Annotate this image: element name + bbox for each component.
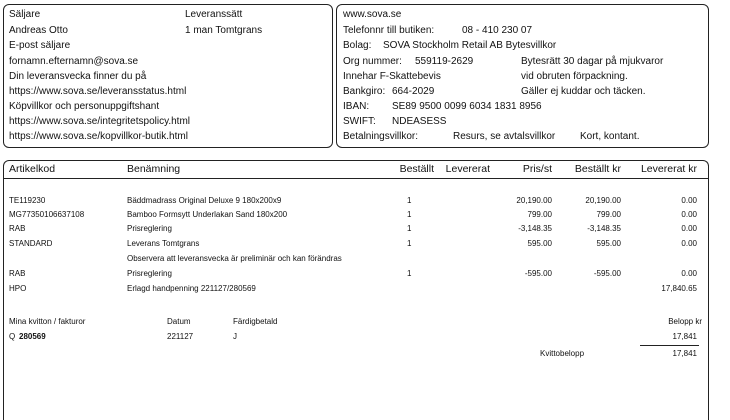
exchange-terms-3: Gäller ej kuddar och täcken. [521,86,646,97]
receipt-sum-line [640,345,699,346]
cell-code: HPO [9,284,27,293]
receipts-amount-header: Belopp kr [668,317,702,326]
header-article-code: Artikelkod [9,163,56,175]
receipt-number[interactable]: 280569 [19,332,46,341]
cell-ordered-amount: 799.00 [596,210,621,219]
terms-text: Köpvillkor och personuppgiftshant [9,101,160,112]
receipt-prefix: Q [9,332,16,341]
cell-ordered: 1 [407,239,412,248]
receipt-total-label: Kvittobelopp [540,349,585,358]
cell-description: Erlagd handpenning 221127/280569 [127,284,256,293]
payment-terms: Resurs, se avtalsvillkor [453,131,556,142]
org-number: 559119-2629 [415,56,474,67]
company-label: Bolag: [343,40,372,51]
cell-unit-price: -3,148.35 [518,224,552,233]
cell-unit-price: 799.00 [527,210,552,219]
seller-email: fornamn.efternamn@sova.se [9,56,139,67]
payment-terms-label: Betalningsvillkor: [343,131,419,142]
header-ordered: Beställt [399,163,434,175]
receipt-amount: 17,841 [672,332,697,341]
cell-ordered: 1 [407,196,412,205]
company-name: SOVA Stockholm Retail AB Bytesvillkor [383,40,557,51]
receipt-paid: J [233,332,237,341]
bankgiro-label: Bankgiro: [343,86,386,97]
cell-description: Bamboo Formsytt Underlakan Sand 180x200 [127,210,288,219]
cell-ordered: 1 [407,210,412,219]
cell-code: RAB [9,269,26,278]
delivery-status-link[interactable]: https://www.sova.se/leveransstatus.html [9,86,187,97]
cell-ordered-amount: -3,148.35 [587,224,621,233]
cell-description: Prisreglering [127,224,172,233]
store-phone: 08 - 410 230 07 [462,25,533,36]
header-ordered-amount: Beställt kr [574,163,621,175]
privacy-policy-link[interactable]: https://www.sova.se/integritetspolicy.html [9,116,190,127]
cell-unit-price: 595.00 [527,239,552,248]
swift-code: NDEASESS [392,116,447,127]
receipts-date-header: Datum [167,317,191,326]
cell-delivered-amount: 0.00 [681,210,697,219]
cell-ordered-amount: 20,190.00 [585,196,621,205]
store-phone-label: Telefonnr till butiken: [343,25,435,36]
tax-certificate: Innehar F-Skattebevis [343,71,441,82]
seller-label: Säljare [9,9,41,20]
cell-description: Prisreglering [127,269,172,278]
receipt-total: 17,841 [672,349,697,358]
cell-delivered-amount: 0.00 [681,196,697,205]
iban-label: IBAN: [343,101,370,112]
company-website: www.sova.se [343,9,402,20]
seller-email-label: E-post säljare [9,40,71,51]
header-description: Benämning [127,163,181,175]
swift-label: SWIFT: [343,116,376,127]
org-number-label: Org nummer: [343,56,402,67]
seller-name: Andreas Otto [9,25,68,36]
header-divider [3,178,709,179]
exchange-terms-1: Bytesrätt 30 dagar på mjukvaror [521,56,664,67]
cell-description: Bäddmadrass Original Deluxe 9 180x200x9 [127,196,282,205]
cell-ordered-amount: 595.00 [596,239,621,248]
cell-delivered-amount: 0.00 [681,224,697,233]
delivery-week-notice: Observera att leveransvecka är preliminär och kan förändras [127,254,342,263]
cell-code: RAB [9,224,26,233]
cell-unit-price: -595.00 [524,269,552,278]
delivery-method-value: 1 man Tomtgrans [185,25,263,36]
cell-unit-price: 20,190.00 [516,196,552,205]
delivery-week-text: Din leveransvecka finner du på [9,71,147,82]
cell-delivered-amount: 0.00 [681,269,697,278]
header-unit-price: Pris/st [522,163,552,175]
cell-ordered-amount: -595.00 [593,269,621,278]
purchase-terms-link[interactable]: https://www.sova.se/kopvillkor-butik.html [9,131,188,142]
cell-ordered: 1 [407,269,412,278]
cell-code: MG77350106637108 [9,210,85,219]
bankgiro-number: 664-2029 [392,86,435,97]
cell-delivered-amount: 17,840.65 [661,284,697,293]
cell-code: TE119230 [9,196,46,205]
cell-description: Leverans Tomtgrans [127,239,200,248]
receipt-date: 221127 [167,332,194,341]
iban-number: SE89 9500 0099 6034 1831 8956 [392,101,542,112]
cell-delivered-amount: 0.00 [681,239,697,248]
exchange-terms-2: vid obruten förpackning. [521,71,628,82]
receipts-paid-header: Färdigbetald [233,317,278,326]
cell-ordered: 1 [407,224,412,233]
payment-methods: Kort, kontant. [580,131,640,142]
delivery-method-label: Leveranssätt [185,9,243,20]
cell-code: STANDARD [9,239,53,248]
header-delivered-amount: Levererat kr [640,163,697,175]
receipts-header: Mina kvitton / fakturor [9,317,86,326]
header-delivered: Levererat [445,163,490,175]
